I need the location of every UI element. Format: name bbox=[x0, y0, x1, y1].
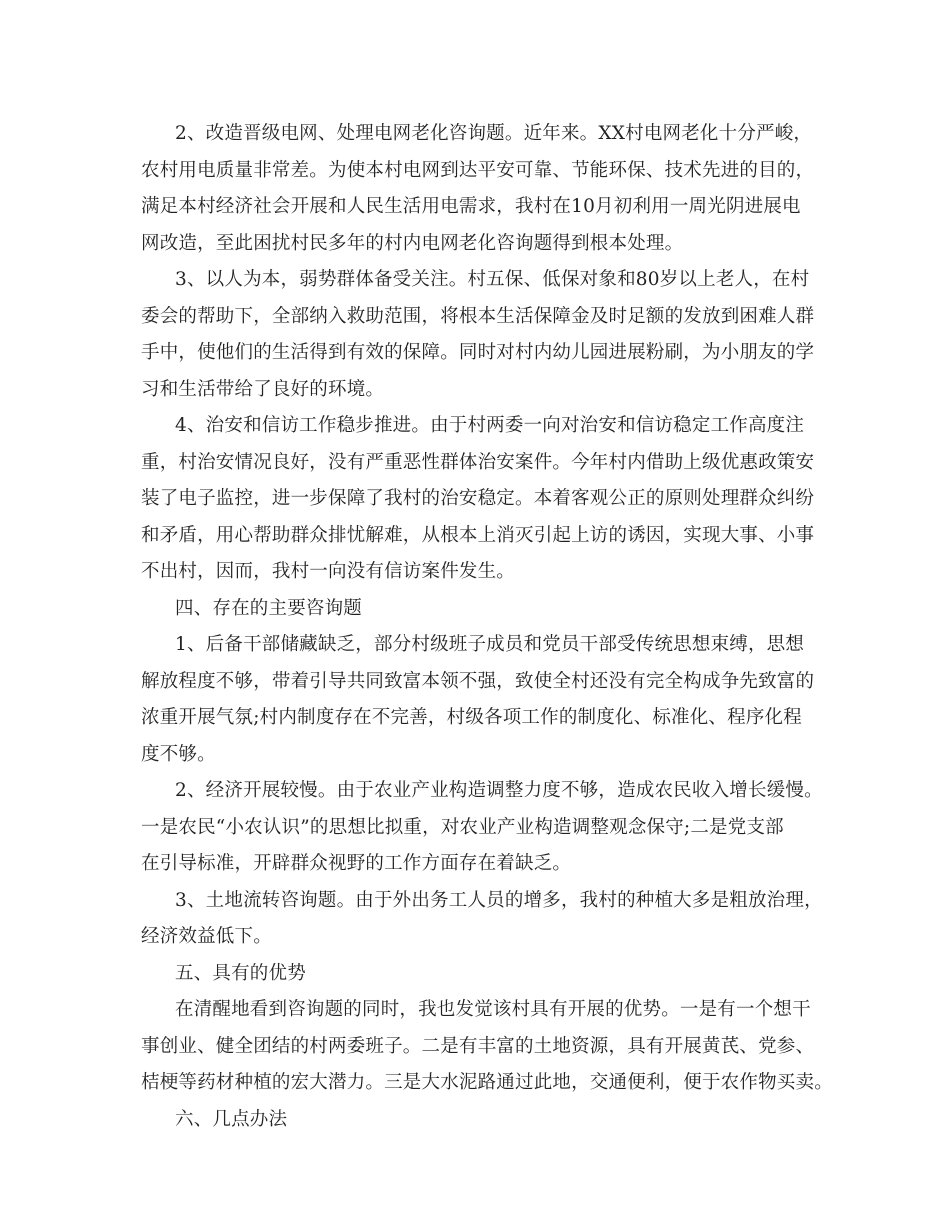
paragraph-line: 度不够。 bbox=[141, 743, 216, 765]
paragraph-line: 农村用电质量非常差。为使本村电网到达平安可靠、节能环保、技术先进的目的， bbox=[141, 159, 815, 181]
paragraph-line: 4、治安和信访工作稳步推进。由于村两委一向对治安和信访稳定工作高度注 bbox=[175, 415, 805, 436]
paragraph-line: 委会的帮助下，全部纳入救助范围，将根本生活保障金及时足额的发放到困难人群 bbox=[141, 305, 815, 327]
paragraph-line: 2、经济开展较慢。由于农业产业构造调整力度不够，造成农民收入增长缓慢。 bbox=[175, 780, 823, 801]
section-heading: 五、具有的优势 bbox=[175, 962, 306, 984]
paragraph-line: 1、后备干部储藏缺乏，部分村级班子成员和党员干部受传统思想束缚，思想 bbox=[175, 634, 805, 655]
document-body bbox=[141, 116, 841, 1138]
paragraph-line: 一是农民“小农认识”的思想比拟重，对农业产业构造调整观念保守;二是党支部 bbox=[141, 816, 784, 838]
paragraph-line: 事创业、健全团结的村两委班子。二是有丰富的土地资源，具有开展黄芪、党参、 bbox=[141, 1035, 815, 1057]
paragraph-line: 装了电子监控，进一步保障了我村的治安稳定。本着客观公正的原则处理群众纠纷 bbox=[141, 488, 815, 509]
section-heading: 四、存在的主要咨询题 bbox=[175, 597, 363, 619]
paragraph-line: 2、改造晋级电网、处理电网老化咨询题。近年来。XX村电网老化十分严峻， bbox=[175, 123, 813, 144]
paragraph-line: 习和生活带给了良好的环境。 bbox=[141, 378, 385, 400]
paragraph-line: 满足本村经济社会开展和人民生活用电需求，我村在10月初利用一周光阴进展电 bbox=[141, 196, 801, 217]
paragraph-line: 网改造，至此困扰村民多年的村内电网老化咨询题得到根本处理。 bbox=[141, 232, 684, 254]
paragraph-line: 3、土地流转咨询题。由于外出务工人员的增多，我村的种植大多是粗放治理， bbox=[175, 889, 823, 911]
paragraph-line: 在清醒地看到咨询题的同时，我也发觉该村具有开展的优势。一是有一个想干 bbox=[175, 999, 811, 1020]
paragraph-line: 解放程度不够，带着引导共同致富本领不强，致使全村还没有完全构成争先致富的 bbox=[141, 670, 815, 692]
paragraph-line: 和矛盾，用心帮助群众排忧解难，从根本上消灭引起上访的诱因，实现大事、小事 bbox=[141, 524, 815, 546]
paragraph-line: 在引导标准，开辟群众视野的工作方面存在着缺乏。 bbox=[141, 853, 572, 874]
paragraph-line: 桔梗等药材种植的宏大潜力。三是大水泥路通过此地，交通便利，便于农作物买卖。 bbox=[141, 1072, 833, 1093]
paragraph-line: 不出村，因而，我村一向没有信访案件发生。 bbox=[141, 561, 516, 582]
paragraph-line: 浓重开展气氛;村内制度存在不完善，村级各项工作的制度化、标准化、程序化程 bbox=[141, 707, 802, 728]
paragraph-line: 手中，使他们的生活得到有效的保障。同时对村内幼儿园进展粉刷，为小朋友的学 bbox=[141, 342, 815, 363]
paragraph-line: 经济效益低下。 bbox=[141, 926, 272, 947]
paragraph-line: 重，村治安情况良好，没有严重恶性群体治安案件。今年村内借助上级优惠政策安 bbox=[141, 451, 815, 473]
paragraph-line: 3、以人为本，弱势群体备受关注。村五保、低保对象和80岁以上老人，在村 bbox=[175, 269, 810, 290]
section-heading: 六、几点办法 bbox=[175, 1108, 288, 1130]
